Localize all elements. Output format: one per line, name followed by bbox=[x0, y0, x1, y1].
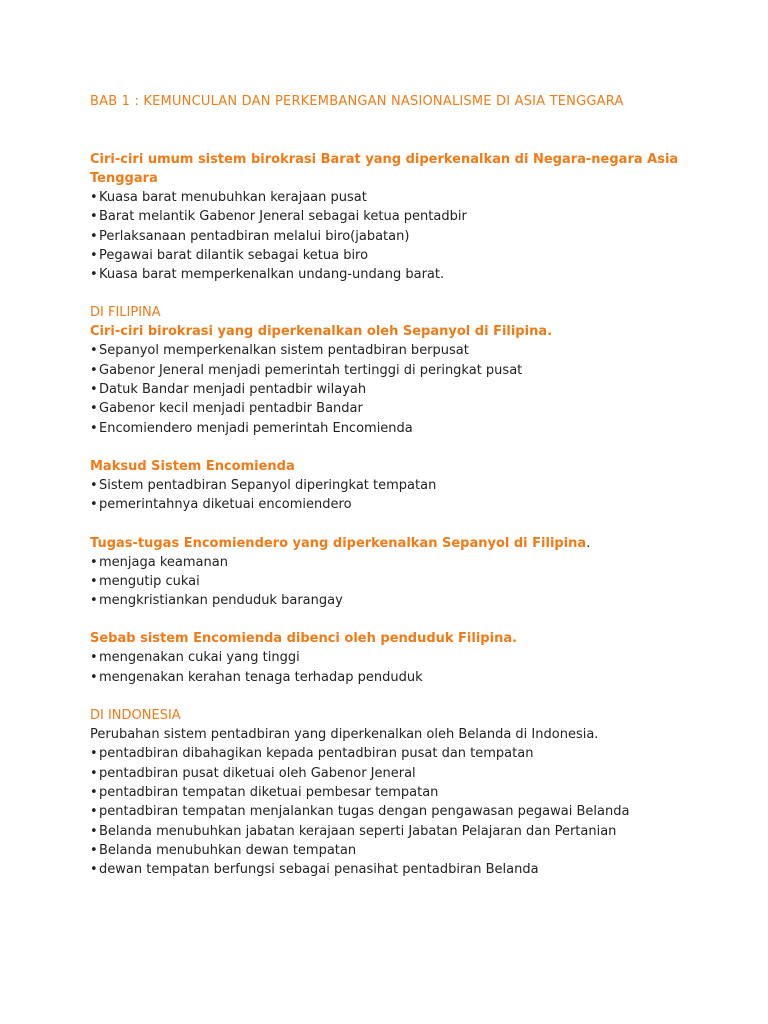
bullet-icon: • bbox=[90, 650, 98, 666]
section-heading-birokrasi-sepanyol: Ciri-ciri birokrasi yang diperkenalkan oleh Sepanyol di Filipina. bbox=[90, 324, 553, 340]
bullet-icon: • bbox=[90, 247, 98, 263]
list-item-text: mengutip cukai bbox=[99, 573, 200, 589]
list-item bbox=[90, 648, 690, 667]
section-heading-birokrasi-barat: Ciri-ciri umum sistem birokrasi Barat yang diperkenalkan di Negara-negara Asia Tenggara bbox=[90, 152, 679, 186]
bullet-icon: • bbox=[90, 228, 98, 244]
bullet-icon: • bbox=[90, 497, 98, 513]
list-item bbox=[90, 572, 690, 591]
list-item-text: pentadbiran tempatan menjalankan tugas dengan pengawasan pegawai Belanda bbox=[99, 804, 630, 820]
list-item-text: menjaga keamanan bbox=[99, 554, 228, 570]
bullet-icon: • bbox=[90, 573, 98, 589]
list-item bbox=[90, 495, 690, 514]
list-item bbox=[90, 783, 690, 802]
list-item-text: pentadbiran dibahagikan kepada pentadbiran pusat dan tempatan bbox=[99, 746, 534, 762]
list-item bbox=[90, 476, 690, 495]
bullet-list-indonesia bbox=[90, 744, 690, 879]
bullet-icon: • bbox=[90, 784, 98, 800]
bullet-icon: • bbox=[90, 593, 98, 609]
bullet-icon: • bbox=[90, 823, 98, 839]
section-intro-indonesia: Perubahan sistem pentadbiran yang diperkenalkan oleh Belanda di Indonesia. bbox=[90, 727, 599, 743]
list-item-text: Belanda menubuhkan dewan tempatan bbox=[99, 842, 357, 858]
section-heading-maksud-encomienda: Maksud Sistem Encomienda bbox=[90, 458, 295, 474]
bullet-icon: • bbox=[90, 362, 98, 378]
spacer bbox=[90, 515, 690, 534]
list-item bbox=[90, 265, 690, 284]
section-heading-sebab-dibenci: Sebab sistem Encomienda dibenci oleh penduduk Filipina. bbox=[90, 631, 518, 647]
bullet-icon: • bbox=[90, 477, 98, 493]
heading-text: Tugas-tugas Encomiendero yang diperkenalkan Sepanyol di Filipina bbox=[90, 535, 587, 551]
spacer bbox=[90, 112, 690, 150]
list-item-text: mengkristiankan penduduk barangay bbox=[99, 593, 343, 609]
list-item bbox=[90, 380, 690, 399]
bullet-icon: • bbox=[90, 420, 98, 436]
list-item bbox=[90, 207, 690, 226]
list-item-text: Barat melantik Gabenor Jeneral sebagai ketua pentadbir bbox=[99, 209, 467, 225]
bullet-icon: • bbox=[90, 554, 98, 570]
list-item-text: Sepanyol memperkenalkan sistem pentadbiran berpusat bbox=[99, 343, 469, 359]
list-item-text: Sistem pentadbiran Sepanyol diperingkat tempatan bbox=[99, 477, 437, 493]
bullet-icon: • bbox=[90, 669, 98, 685]
document-page bbox=[90, 92, 690, 879]
list-item bbox=[90, 188, 690, 207]
bullet-list-maksud-encomienda bbox=[90, 476, 690, 515]
heading-suffix: . bbox=[586, 535, 591, 551]
list-item bbox=[90, 341, 690, 360]
bullet-list-birokrasi-sepanyol bbox=[90, 341, 690, 437]
bullet-icon: • bbox=[90, 862, 98, 878]
list-item-text: Pegawai barat dilantik sebagai ketua biro bbox=[99, 247, 369, 263]
spacer bbox=[90, 438, 690, 457]
list-item-text: dewan tempatan berfungsi sebagai penasihat pentadbiran Belanda bbox=[99, 862, 539, 878]
list-item bbox=[90, 227, 690, 246]
country-heading-filipina: DI FILIPINA bbox=[90, 305, 161, 321]
spacer bbox=[90, 284, 690, 303]
list-item bbox=[90, 841, 690, 860]
list-item-text: Belanda menubuhkan jabatan kerajaan seperti Jabatan Pelajaran dan Pertanian bbox=[99, 823, 617, 839]
list-item-text: mengenakan kerahan tenaga terhadap penduduk bbox=[99, 669, 423, 685]
section-heading-tugas-encomiendero bbox=[90, 534, 690, 553]
list-item bbox=[90, 860, 690, 879]
list-item bbox=[90, 419, 690, 438]
list-item bbox=[90, 246, 690, 265]
bullet-icon: • bbox=[90, 401, 98, 417]
list-item bbox=[90, 553, 690, 572]
list-item bbox=[90, 591, 690, 610]
bullet-list-sebab-dibenci bbox=[90, 648, 690, 687]
chapter-title: BAB 1 : KEMUNCULAN DAN PERKEMBANGAN NASIONALISME DI ASIA TENGGARA bbox=[90, 94, 624, 109]
list-item bbox=[90, 764, 690, 783]
list-item bbox=[90, 744, 690, 763]
list-item bbox=[90, 802, 690, 821]
list-item bbox=[90, 668, 690, 687]
list-item-text: Perlaksanaan pentadbiran melalui biro(jabatan) bbox=[99, 228, 410, 244]
list-item-text: Gabenor Jeneral menjadi pemerintah tertinggi di peringkat pusat bbox=[99, 362, 523, 378]
country-heading-indonesia: DI INDONESIA bbox=[90, 708, 181, 724]
list-item bbox=[90, 361, 690, 380]
list-item-text: Kuasa barat memperkenalkan undang-undang barat. bbox=[99, 267, 445, 283]
spacer bbox=[90, 687, 690, 706]
list-item-text: Encomiendero menjadi pemerintah Encomienda bbox=[99, 420, 413, 436]
list-item-text: Datuk Bandar menjadi pentadbir wilayah bbox=[99, 382, 367, 398]
list-item-text: pemerintahnya diketuai encomiendero bbox=[99, 497, 352, 513]
spacer bbox=[90, 610, 690, 629]
bullet-icon: • bbox=[90, 765, 98, 781]
bullet-list-tugas-encomiendero bbox=[90, 553, 690, 611]
bullet-icon: • bbox=[90, 343, 98, 359]
bullet-icon: • bbox=[90, 190, 98, 205]
list-item-text: Kuasa barat menubuhkan kerajaan pusat bbox=[99, 190, 367, 205]
bullet-icon: • bbox=[90, 382, 98, 398]
bullet-icon: • bbox=[90, 746, 98, 762]
bullet-icon: • bbox=[90, 842, 98, 858]
list-item-text: pentadbiran pusat diketuai oleh Gabenor Jeneral bbox=[99, 765, 416, 781]
bullet-icon: • bbox=[90, 804, 98, 820]
list-item bbox=[90, 399, 690, 418]
list-item-text: mengenakan cukai yang tinggi bbox=[99, 650, 300, 666]
list-item-text: Gabenor kecil menjadi pentadbir Bandar bbox=[99, 401, 363, 417]
list-item-text: pentadbiran tempatan diketuai pembesar tempatan bbox=[99, 784, 439, 800]
bullet-icon: • bbox=[90, 209, 98, 225]
list-item bbox=[90, 822, 690, 841]
bullet-list-birokrasi-barat bbox=[90, 188, 690, 284]
bullet-icon: • bbox=[90, 267, 98, 283]
